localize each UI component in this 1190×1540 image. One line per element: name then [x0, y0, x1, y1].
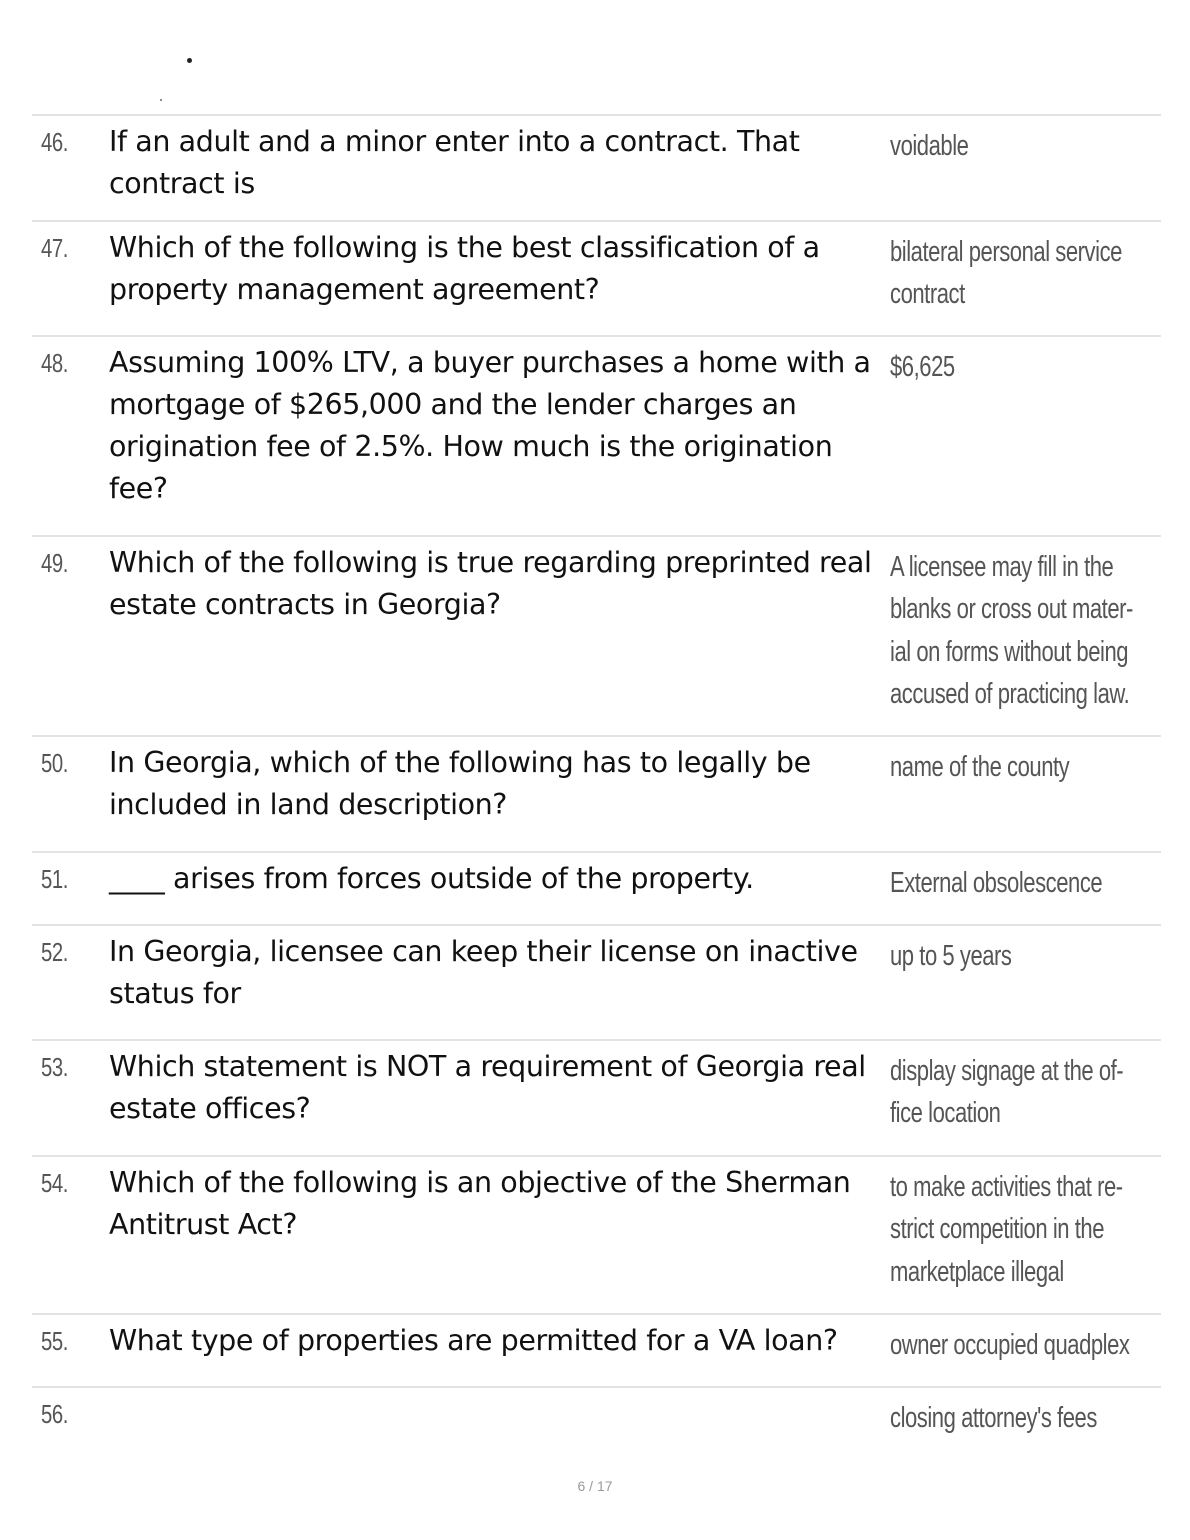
- question-text: Which statement is NOT a requirement of Georgia real estate offices?: [109, 1050, 866, 1125]
- page-indicator: 6 / 17: [577, 1478, 613, 1494]
- answer-text: $6,625: [890, 351, 955, 383]
- question-text: What type of properties are permitted for a VA loan?: [109, 1324, 838, 1357]
- qa-row-46: [32, 114, 1161, 220]
- question-number: 47.: [41, 233, 69, 263]
- question-number: 48.: [41, 348, 69, 378]
- question-text: Assuming 100% LTV, a buyer purchases a home with a mortgage of $265,000 and the lender charges an origination fee of 2.5%. How much is the origination fee?: [109, 346, 871, 505]
- answer-text: bilateral personal service contract: [890, 236, 1122, 311]
- qa-row-56: [32, 1386, 1161, 1466]
- question-number: 46.: [41, 127, 69, 157]
- qa-row-52: [32, 924, 1161, 1039]
- answer-text: voidable: [890, 130, 969, 162]
- question-number: 53.: [41, 1052, 69, 1082]
- answer-text: up to 5 years: [890, 940, 1012, 972]
- answer-text: name of the county: [890, 751, 1070, 783]
- question-number: 55.: [41, 1326, 69, 1356]
- question-text: Which of the following is the best classification of a property management agreement?: [109, 231, 820, 306]
- answer-text: External obsolescence: [890, 867, 1103, 899]
- answer-text: owner occupied quadplex: [890, 1329, 1130, 1361]
- question-number: 54.: [41, 1168, 69, 1198]
- qa-row-55: [32, 1313, 1161, 1386]
- question-text: If an adult and a minor enter into a contract. That contract is: [109, 125, 800, 200]
- qa-row-48: [32, 335, 1161, 535]
- header-mark-small: [160, 99, 162, 101]
- qa-row-49: [32, 535, 1161, 735]
- question-number: 50.: [41, 748, 69, 778]
- answer-text: closing attorney's fees: [890, 1402, 1097, 1434]
- answer-text: A licensee may fill in the blanks or cross out mater-ial on forms without being accused of practicing law.: [890, 551, 1133, 710]
- qa-row-51: [32, 851, 1161, 924]
- question-text: In Georgia, licensee can keep their license on inactive status for: [109, 935, 858, 1010]
- question-text: ____ arises from forces outside of the property.: [109, 862, 754, 895]
- qa-row-47: [32, 220, 1161, 335]
- question-number: 49.: [41, 548, 69, 578]
- question-number: 51.: [41, 864, 69, 894]
- page-header: [0, 0, 1190, 114]
- question-text: Which of the following is an objective of the Sherman Antitrust Act?: [109, 1166, 851, 1241]
- question-text: In Georgia, which of the following has to legally be included in land description?: [109, 746, 811, 821]
- question-text: Which of the following is true regarding preprinted real estate contracts in Georgia?: [109, 546, 872, 621]
- header-mark: [187, 58, 192, 63]
- answer-text: display signage at the of-fice location: [890, 1055, 1124, 1130]
- qa-row-53: [32, 1039, 1161, 1155]
- qa-row-54: [32, 1155, 1161, 1313]
- qa-list: [32, 114, 1161, 1466]
- question-number: 52.: [41, 937, 69, 967]
- answer-text: to make activities that re-strict competition in the marketplace illegal: [890, 1171, 1123, 1288]
- question-number: 56.: [41, 1399, 69, 1429]
- qa-row-50: [32, 735, 1161, 851]
